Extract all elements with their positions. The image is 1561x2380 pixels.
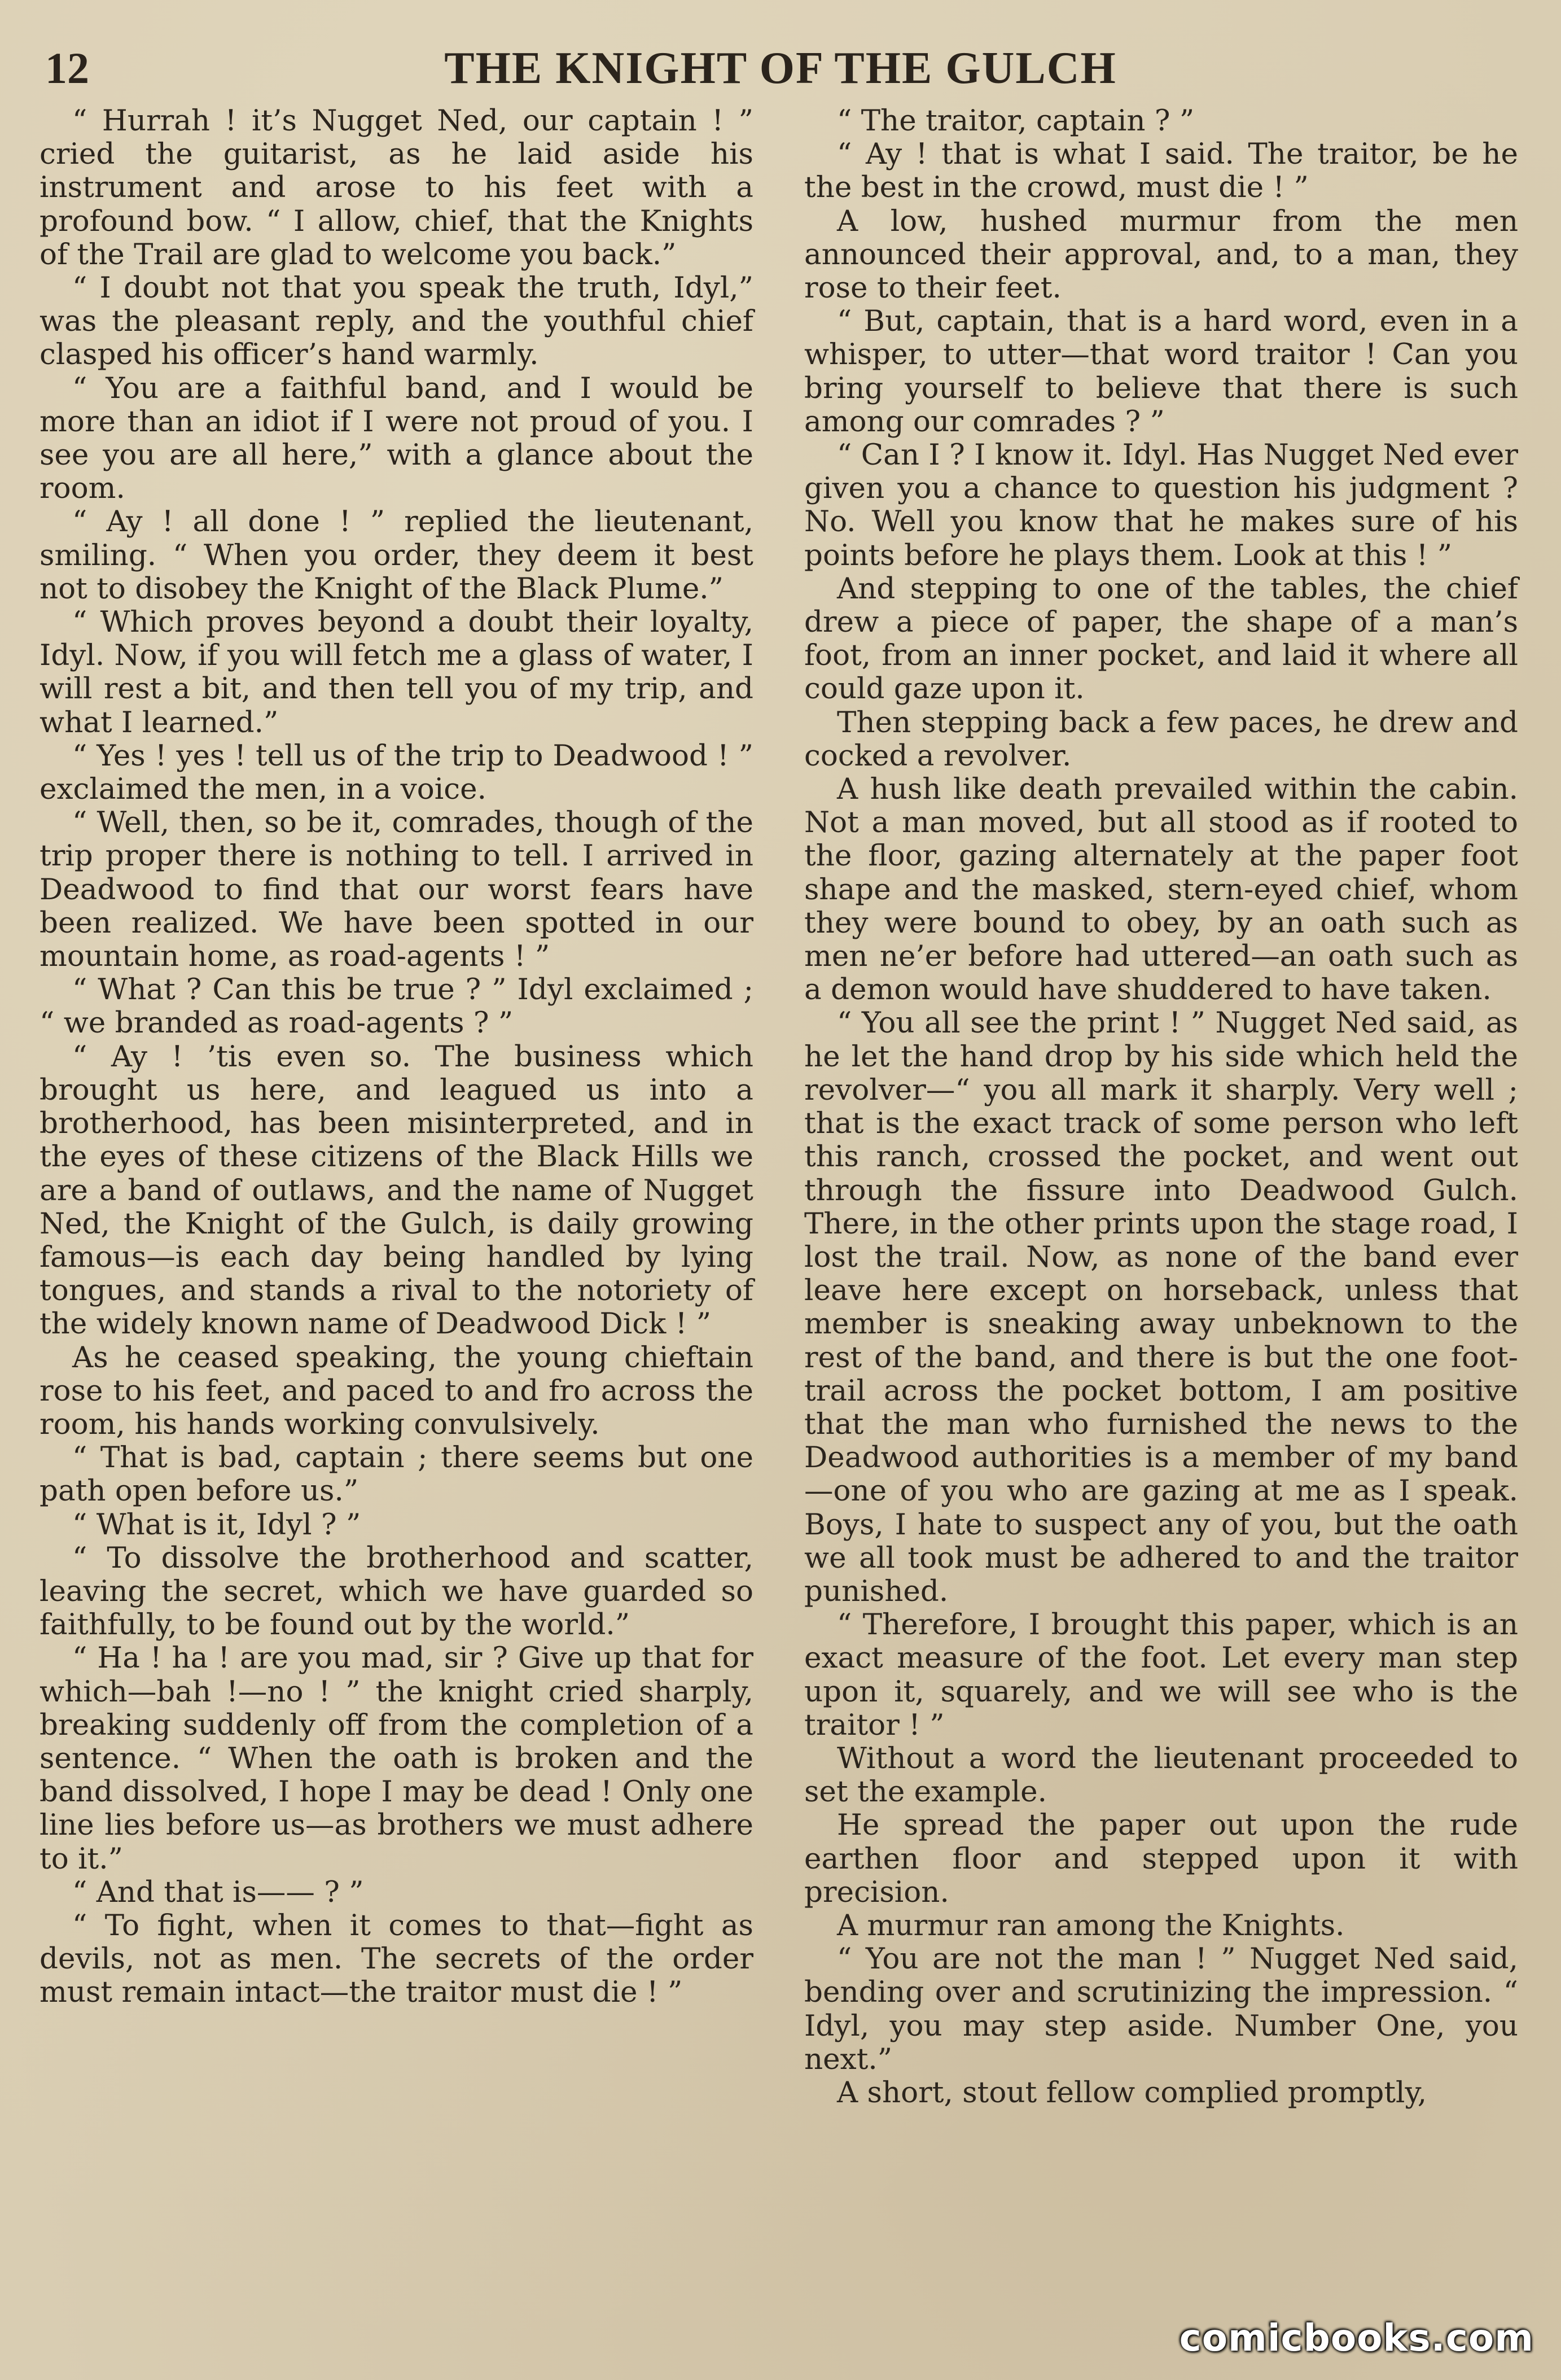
paragraph: “ But, captain, that is a hard word, even in a whisper, to utter—that word traitor ! Can you bring yourself to believe that there is such among our comrades ? ” [804, 304, 1518, 439]
paragraph: “ Yes ! yes ! tell us of the trip to Deadwood ! ” exclaimed the men, in a voice. [40, 738, 753, 807]
paragraph: A murmur ran among the Knights. [837, 1908, 1345, 1943]
paragraph: A low, hushed murmur from the men announced their approval, and, to a man, they rose to their feet. [804, 204, 1518, 305]
paragraph: A hush like death prevailed within the cabin. Not a man moved, but all stood as if rooted to the floor, gazing alternately at the paper foot shape and the masked, stern-eyed chief, whom they were bound to obey, by an oath such as men ne’er before had uttered—an oath such as a demon would have shuddered to have taken. [804, 772, 1518, 1007]
paragraph: Without a word the lieutenant proceeded to set the example. [804, 1741, 1518, 1809]
paragraph: Then stepping back a few paces, he drew and cocked a revolver. [804, 705, 1518, 773]
paragraph: “ Ha ! ha ! are you mad, sir ? Give up that for which—bah !—no ! ” the knight cried sharply, breaking suddenly off from the completion of a sentence. “ When the oath is broken and the band dissolved, I hope I may be dead ! Only one line lies before us—as brothers we must adhere to it.” [40, 1641, 753, 1876]
paragraph: “ That is bad, captain ; there seems but one path open before us.” [40, 1441, 753, 1508]
paragraph: “ Which proves beyond a doubt their loyalty, Idyl. Now, if you will fetch me a glass of water, I will rest a bit, and then tell you of my trip, and what I learned.” [40, 605, 753, 740]
paragraph: “ To dissolve the brotherhood and scatter, leaving the secret, which we have guarded so faithfully, to be found out by the world.” [40, 1541, 753, 1642]
paragraph: “ What ? Can this be true ? ” Idyl exclaimed ; “ we branded as road-agents ? ” [40, 973, 753, 1040]
paragraph: As he ceased speaking, the young chieftain rose to his feet, and paced to and fro across the room, his hands working convulsively. [40, 1340, 753, 1441]
running-title: THE KNIGHT OF THE GULCH [444, 43, 1117, 93]
site-watermark: comicbooks.com [1179, 2316, 1534, 2360]
paragraph: “ You are not the man ! ” Nugget Ned said, bending over and scrutinizing the impression. “ Idyl, you may step aside. Number One, you next.” [804, 1942, 1518, 2076]
right-column [804, 104, 1518, 2110]
paragraph: “ What is it, Idyl ? ” [72, 1507, 361, 1542]
paragraph: “ Ay ! that is what I said. The traitor, be he the best in the crowd, must die ! ” [804, 137, 1518, 205]
paragraph: He spread the paper out upon the rude earthen floor and stepped upon it with precision. [804, 1808, 1518, 1909]
paragraph: “ Ay ! ’tis even so. The business which brought us here, and leagued us into a brotherhood, has been misinterpreted, and in the eyes of these citizens of the Black Hills we are a band of outlaws, and the name of Nugget Ned, the Knight of the Gulch, is daily growing famous—is each day being handled by lying tongues, and stands a rival to the notoriety of the widely known name of Deadwood Dick ! ” [40, 1039, 753, 1341]
paragraph: A short, stout fellow complied promptly, [837, 2075, 1427, 2110]
paragraph: “ Well, then, so be it, comrades, though of the trip proper there is nothing to tell. I arrived in Deadwood to find that our worst fears have been realized. We have been spotted in our mountain home, as road-agents ! ” [40, 806, 753, 974]
paragraph: “ I doubt not that you speak the truth, Idyl,” was the pleasant reply, and the youthful chief clasped his officer’s hand warmly. [40, 271, 753, 372]
paragraph: “ You are a faithful band, and I would be more than an idiot if I were not proud of you. I see you are all here,” with a glance about the room. [40, 371, 753, 506]
left-column [40, 104, 753, 2010]
paragraph: “ Ay ! all done ! ” replied the lieutenant, smiling. “ When you order, they deem it best not to disobey the Knight of the Black Plume.” [40, 505, 753, 606]
paragraph: “ The traitor, captain ? ” [837, 104, 1195, 138]
paragraph: “ You all see the print ! ” Nugget Ned said, as he let the hand drop by his side which held the revolver—“ you all mark it sharply. Very well ; that is the exact track of some person who left this ranch, crossed the pocket, and went out through the fissure into Deadwood Gulch. There, in the other prints upon the stage road, I lost the trail. Now, as none of the band ever leave here except on horseback, unless that member is sneaking away unbeknown to the rest of the band, and there is but the one foot-trail across the pocket bottom, I am positive that the man who furnished the news to the Deadwood authorities is a member of my band—one of you who are gazing at me as I speak. Boys, I hate to suspect any of you, but the oath we all took must be adhered to and the traitor punished. [804, 1006, 1518, 1608]
paragraph: “ Therefore, I brought this paper, which is an exact measure of the foot. Let every man step upon it, squarely, and we will see who is the traitor ! ” [804, 1608, 1518, 1742]
paragraph: “ Hurrah ! it’s Nugget Ned, our captain ! ” cried the guitarist, as he laid aside his instrument and arose to his feet with a profound bow. “ I allow, chief, that the Knights of the Trail are glad to welcome you back.” [40, 104, 753, 272]
page-header [35, 35, 1526, 108]
page-number: 12 [45, 43, 89, 93]
paragraph: “ To fight, when it comes to that—fight as devils, not as men. The secrets of the order must remain intact—the traitor must die ! ” [40, 1908, 753, 2010]
paragraph: “ Can I ? I know it. Idyl. Has Nugget Ned ever given you a chance to question his judgment ? No. Well you know that he makes sure of his points before he plays them. Look at this ! ” [804, 438, 1518, 572]
paragraph: And stepping to one of the tables, the chief drew a piece of paper, the shape of a man’s foot, from an inner pocket, and laid it where all could gaze upon it. [804, 571, 1518, 706]
paragraph: “ And that is—— ? ” [72, 1875, 364, 1909]
